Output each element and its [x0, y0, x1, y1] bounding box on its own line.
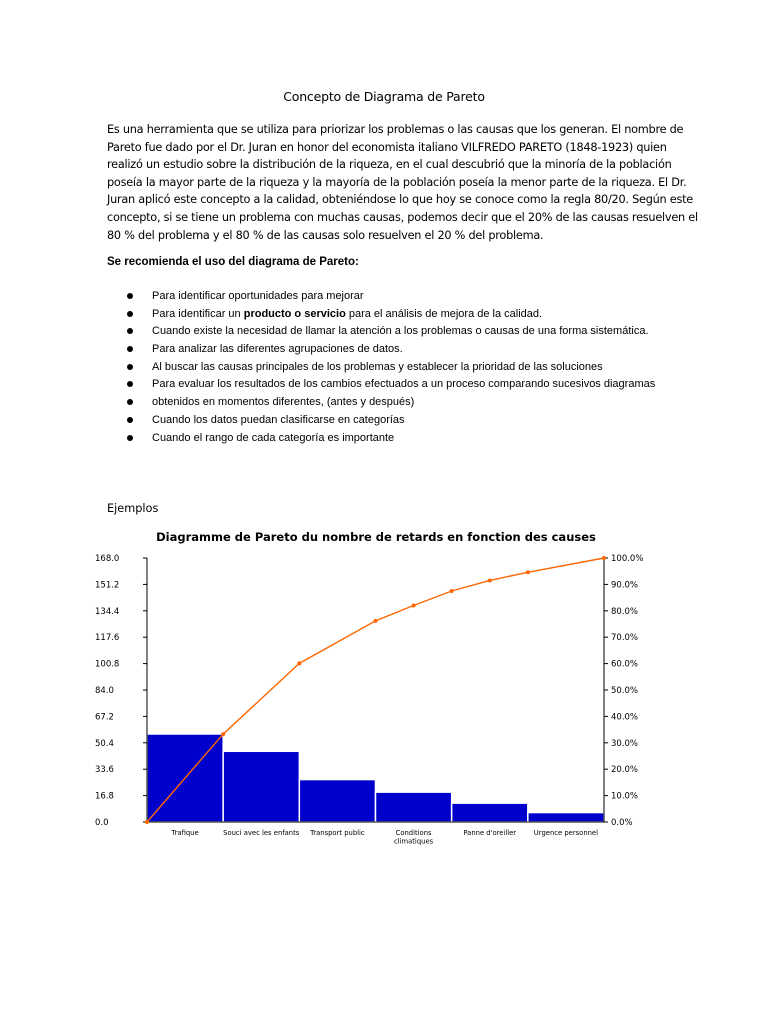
right-tick-label: 90.0% [611, 580, 639, 591]
bullet-icon [127, 328, 133, 334]
bullet-icon [127, 364, 133, 370]
bullet-icon [127, 435, 133, 441]
bullet-icon [127, 346, 133, 352]
chart-bar [299, 780, 375, 822]
list-item: Para evaluar los resultados de los cambios efectuados a un proceso comparando sucesivos diagramas [107, 378, 667, 391]
left-tick-label: 33.6 [95, 765, 114, 776]
chart-bar [452, 803, 528, 822]
chart-title: Diagramme de Pareto du nombre de retards en fonction des causes [156, 530, 596, 544]
category-label: Transport public [310, 829, 365, 837]
intro-line: realizó un estudio sobre la distribución de la riqueza, en el cual descubrió que la minoría de la población [107, 158, 672, 172]
right-tick-label: 70.0% [611, 633, 639, 644]
list-item: Para identificar un producto o servicio para el análisis de mejora de la calidad. [107, 308, 667, 321]
list-item: Cuando existe la necesidad de llamar la atención a los problemas o causas de una forma sistemática. [107, 325, 667, 338]
category-label: Souci avec les enfants [223, 829, 300, 837]
right-tick-label: 20.0% [611, 765, 639, 776]
list-item: Al buscar las causas principales de los problemas y establecer la prioridad de las soluciones [107, 361, 667, 374]
left-tick-label: 134.4 [95, 606, 120, 617]
category-label: Conditions [395, 829, 432, 837]
list-item: Cuando los datos puedan clasificarse en categorías [107, 414, 667, 427]
right-tick-label: 100.0% [611, 554, 644, 564]
cumulative-point [602, 556, 606, 560]
left-tick-label: 16.8 [95, 791, 114, 802]
left-tick-label: 84.0 [95, 686, 114, 696]
bold-term: producto o servicio [243, 307, 346, 320]
intro-line: poseía la mayor parte de la riqueza y la mayoría de la población poseía la menor parte de la riqueza. El Dr. [107, 175, 687, 189]
category-label: Urgence personnel [533, 829, 599, 837]
left-tick-label: 168.0 [95, 554, 120, 564]
bullet-icon [127, 417, 133, 423]
intro-line: Es una herramienta que se utiliza para priorizar los problemas o las causas que los generan. El nombre de [107, 123, 684, 136]
intro-line: concepto, si se tiene un problema con muchas causas, podemos decir que el 20% de las causas resuelven el [107, 210, 698, 224]
bullet-icon [127, 399, 133, 405]
list-item: Para identificar oportunidades para mejorar [107, 290, 667, 303]
right-tick-label: 60.0% [611, 659, 639, 670]
category-label: climatiques [393, 837, 434, 846]
intro-line: Juran aplicó este concepto a la calidad, obteniéndose lo que hoy se conoce como la regla 80/20. Según este [107, 193, 693, 207]
cumulative-point [450, 589, 454, 593]
right-tick-label: 10.0% [611, 791, 639, 802]
cumulative-point [526, 570, 530, 574]
category-label: Trafique [171, 829, 199, 837]
left-tick-label: 50.4 [95, 738, 114, 749]
right-tick-label: 50.0% [611, 686, 639, 696]
examples-label: Ejemplos [107, 502, 159, 515]
intro-line: Pareto fue dado por el Dr. Juran en honor del economista italiano VILFREDO PARETO (1848-1923) quien [107, 140, 667, 154]
chart-bar [528, 813, 604, 822]
cumulative-point [374, 619, 378, 623]
pareto-chart [90, 526, 680, 856]
bullet-icon [127, 381, 133, 387]
right-tick-label: 40.0% [611, 712, 639, 723]
list-item: Para analizar las diferentes agrupaciones de datos. [107, 343, 667, 356]
left-tick-label: 0.0 [95, 818, 109, 828]
recommendation-list [107, 290, 667, 449]
cumulative-point [488, 578, 492, 582]
intro-paragraph [107, 121, 698, 244]
cumulative-point [412, 604, 416, 608]
right-tick-label: 30.0% [611, 738, 639, 749]
intro-line: 80 % del problema y el 80 % de las causas solo resuelven el 20 % del problema. [107, 228, 544, 242]
chart-bar [376, 792, 452, 822]
plot-area [95, 554, 643, 846]
document-title: Concepto de Diagrama de Pareto [283, 89, 485, 104]
cumulative-point [297, 661, 301, 665]
right-tick-label: 0.0% [611, 818, 633, 828]
cumulative-point [145, 820, 149, 824]
right-tick-label: 80.0% [611, 606, 639, 617]
left-tick-label: 100.8 [95, 659, 120, 670]
bullet-icon [127, 311, 133, 317]
left-tick-label: 67.2 [95, 712, 114, 723]
bullet-icon [127, 293, 133, 299]
list-item: Cuando el rango de cada categoría es importante [107, 432, 667, 445]
left-tick-label: 151.2 [95, 580, 120, 591]
recommendation-heading: Se recomienda el uso del diagrama de Pareto: [107, 256, 359, 268]
chart-bar [223, 751, 299, 822]
left-tick-label: 117.6 [95, 633, 120, 644]
cumulative-point [221, 732, 225, 736]
list-item: obtenidos en momentos diferentes, (antes y después) [107, 396, 667, 409]
category-label: Panne d'oreiller [463, 829, 517, 837]
